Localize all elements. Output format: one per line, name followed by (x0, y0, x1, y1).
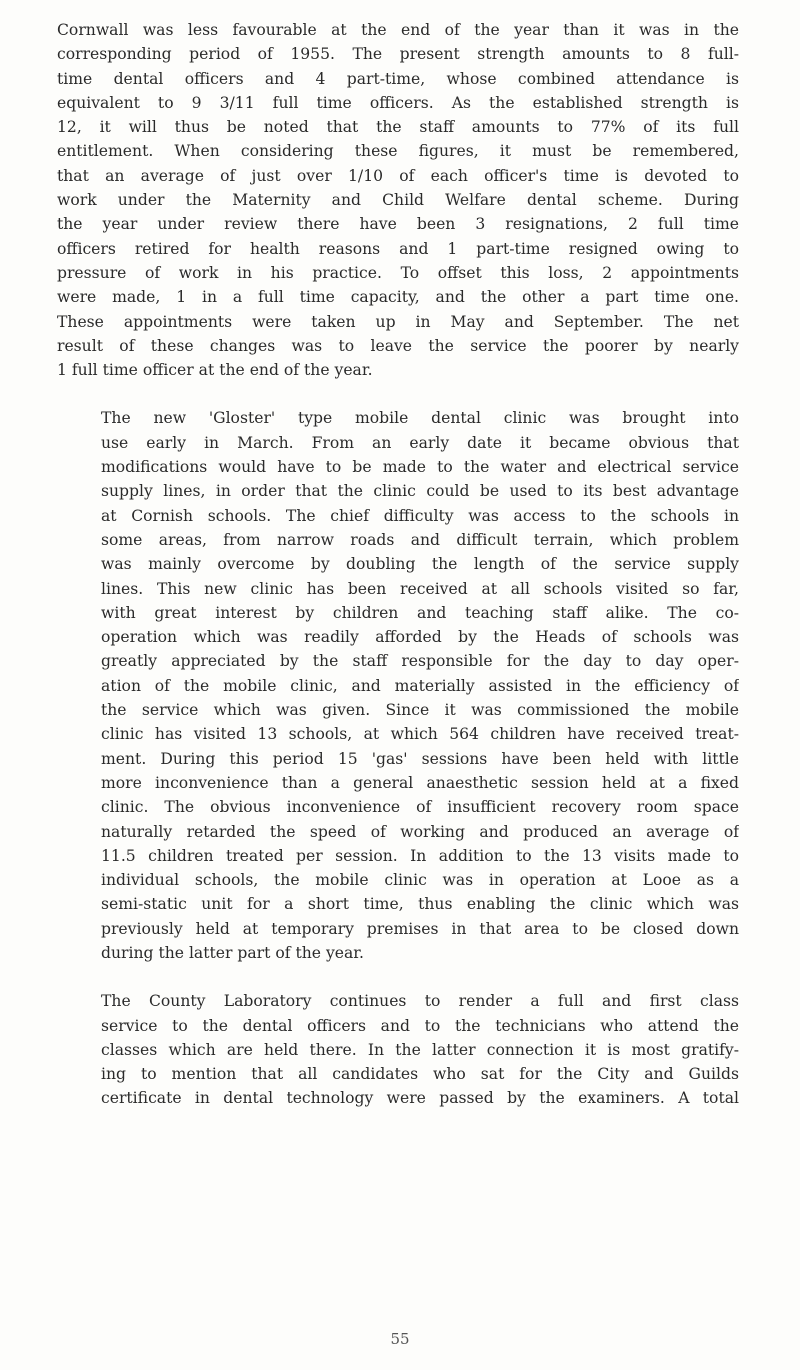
text-line: 11.5 children treated per session. In addition to the 13 visits made to (101, 846, 739, 865)
body-text (57, 18, 739, 1135)
text-line: individual schools, the mobile clinic was in operation at Looe as a (101, 871, 739, 890)
text-line: was mainly overcome by doubling the length of the service supply (101, 555, 739, 574)
text-line: service to the dental officers and to the technicians who attend the (101, 1016, 739, 1035)
text-line: pressure of work in his practice. To offset this loss, 2 appointments (57, 263, 739, 282)
text-line: The new 'Gloster' type mobile dental clinic was brought into (101, 409, 739, 428)
text-line: result of these changes was to leave the service the poorer by nearly (57, 336, 739, 355)
text-line: entitlement. When considering these figures, it must be remembered, (57, 142, 739, 161)
text-line: ation of the mobile clinic, and materially assisted in the efficiency of (101, 676, 739, 695)
text-line: corresponding period of 1955. The present strength amounts to 8 full- (57, 45, 739, 64)
text-line: work under the Maternity and Child Welfare dental scheme. During (57, 191, 739, 210)
text-line: ing to mention that all candidates who sat for the City and Guilds (101, 1065, 739, 1084)
text-line: that an average of just over 1/10 of each officer's time is devoted to (57, 166, 739, 185)
text-line: clinic. The obvious inconvenience of insufficient recovery room space (101, 798, 739, 817)
page-number: 55 (390, 1330, 410, 1348)
text-line: greatly appreciated by the staff responsible for the day to day oper- (101, 652, 739, 671)
text-line: time dental officers and 4 part-time, whose combined attendance is (57, 69, 739, 88)
text-line: equivalent to 9 3/11 full time officers. As the established strength is (57, 93, 739, 112)
text-line: supply lines, in order that the clinic could be used to its best advantage (101, 482, 739, 501)
text-line: These appointments were taken up in May and September. The net (57, 312, 739, 331)
text-line: at Cornish schools. The chief difficulty was access to the schools in (101, 506, 739, 525)
text-line: with great interest by children and teaching staff alike. The co- (101, 603, 739, 622)
text-line: semi-static unit for a short time, thus enabling the clinic which was (101, 895, 739, 914)
text-line: the service which was given. Since it was commissioned the mobile (101, 701, 739, 720)
text-line: were made, 1 in a full time capacity, and the other a part time one. (57, 288, 739, 307)
text-line: certificate in dental technology were passed by the examiners. A total (101, 1089, 739, 1108)
text-line: during the latter part of the year. (101, 943, 364, 962)
text-line: modifications would have to be made to the water and electrical service (101, 458, 739, 477)
text-line: classes which are held there. In the latter connection it is most gratify- (101, 1040, 739, 1059)
text-line: Cornwall was less favourable at the end of the year than it was in the (57, 21, 739, 39)
paragraph-1 (57, 18, 739, 382)
text-line: more inconvenience than a general anaesthetic session held at a fixed (101, 773, 739, 792)
text-line: naturally retarded the speed of working and produced an average of (101, 822, 739, 841)
text-line: some areas, from narrow roads and difficult terrain, which problem (101, 530, 739, 549)
text-line: lines. This new clinic has been received at all schools visited so far, (101, 579, 739, 598)
text-line: 12, it will thus be noted that the staff amounts to 77% of its full (57, 118, 739, 137)
text-line: The County Laboratory continues to render a full and first class (101, 992, 739, 1011)
text-line: use early in March. From an early date it became obvious that (101, 433, 739, 452)
paragraph-2 (57, 406, 739, 965)
paragraph-3 (57, 989, 739, 1110)
text-line: clinic has visited 13 schools, at which 564 children have received treat- (101, 725, 739, 744)
text-line: the year under review there have been 3 resignations, 2 full time (57, 215, 739, 234)
text-line: ment. During this period 15 'gas' sessions have been held with little (101, 749, 739, 768)
text-line: officers retired for health reasons and 1 part-time resigned owing to (57, 239, 739, 258)
text-line: 1 full time officer at the end of the year. (57, 361, 373, 380)
text-line: operation which was readily afforded by the Heads of schools was (101, 628, 739, 647)
text-line: previously held at temporary premises in that area to be closed down (101, 919, 739, 938)
